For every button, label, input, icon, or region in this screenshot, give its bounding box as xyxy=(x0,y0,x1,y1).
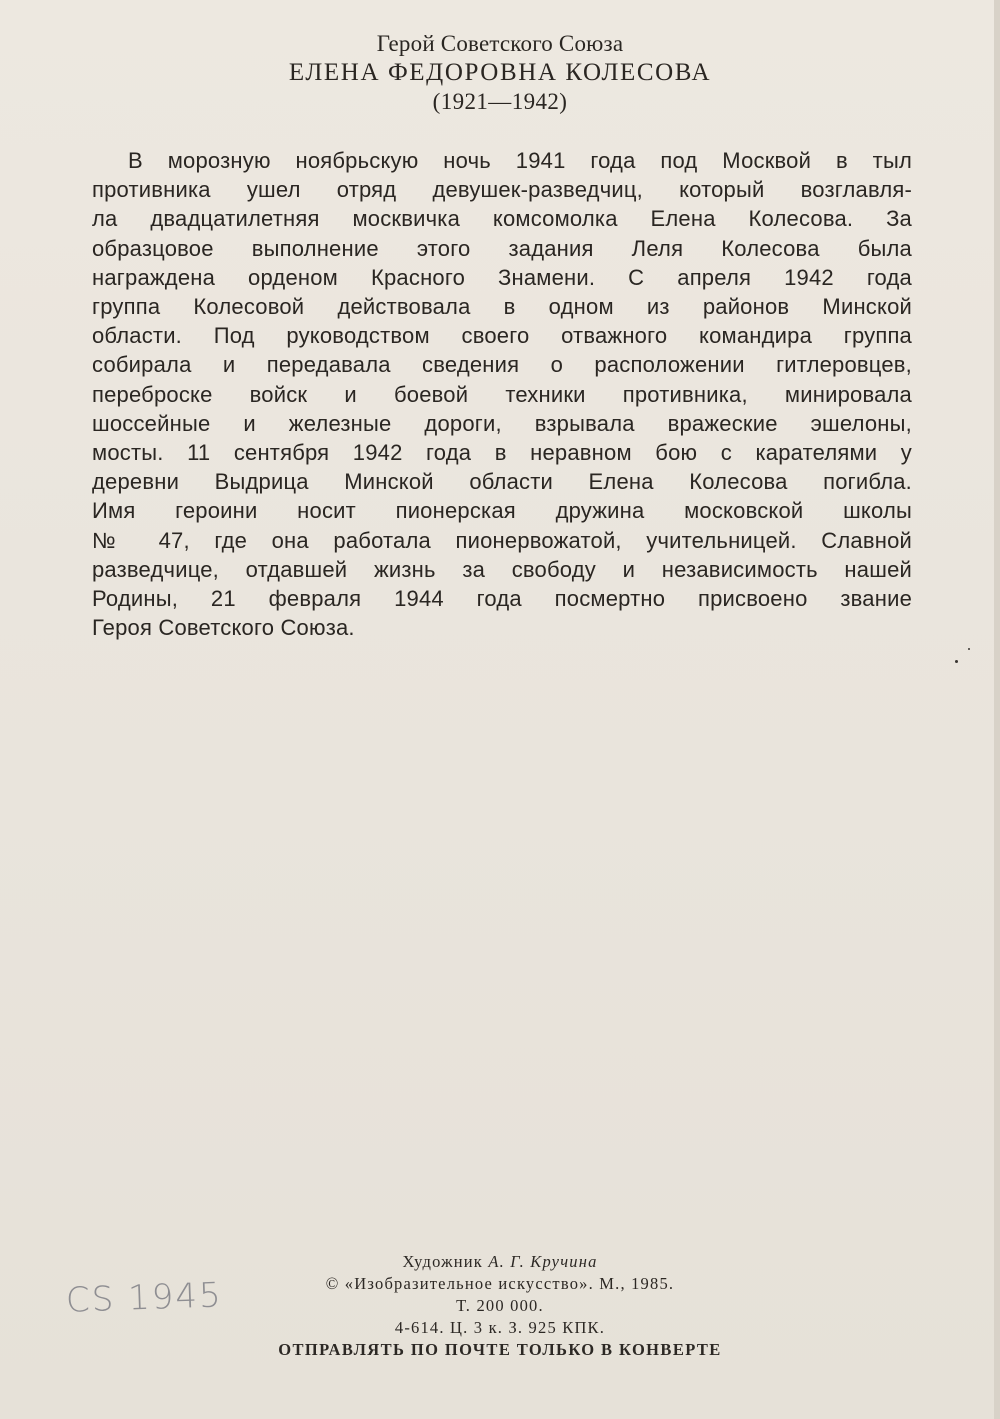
text-line: деревни Выдрица Минской области Елена Колесова погибла. xyxy=(92,469,912,495)
text-line: шоссейные и железные дороги, взрывала вражеские эшелоны, xyxy=(92,410,912,436)
text-line: противника ушел отряд девушек-разведчиц, который возглавля- xyxy=(92,177,912,203)
artist-label: Художник xyxy=(402,1252,484,1271)
card-edge xyxy=(994,0,1000,1419)
text-line: Имя героини носит пионерская дружина московской школы xyxy=(92,498,912,524)
text-line: группа Колесовой действовала в одном из районов Минской xyxy=(92,294,912,320)
mailing-note: ОТПРАВЛЯТЬ ПО ПОЧТЕ ТОЛЬКО В КОНВЕРТЕ xyxy=(278,1340,722,1359)
publisher-line: © «Изобразительное искусство». М., 1985. xyxy=(325,1274,675,1293)
artist-credit xyxy=(0,1251,1000,1273)
text-line: собирала и передавала сведения о расположении гитлеровцев, xyxy=(92,352,912,378)
archive-handwritten-mark: CS 1945 xyxy=(65,1275,224,1321)
text-line: мосты. 11 сентября 1942 года в неравном бою с карателями у xyxy=(92,440,912,466)
text-line: Родины, 21 февраля 1944 года посмертно присвоено звание xyxy=(92,586,912,612)
text-line: разведчице, отдавшей жизнь за свободу и независимость нашей xyxy=(92,556,912,582)
artist-name: А. Г. Кручина xyxy=(488,1252,598,1271)
imprint xyxy=(0,1251,1000,1361)
text-line: № 47, где она работала пионервожатой, учительницей. Славной xyxy=(92,527,912,553)
paper-speck xyxy=(968,648,970,650)
catalog-codes: 4-614. Ц. 3 к. З. 925 КПК. xyxy=(394,1318,606,1337)
header-subtitle: Герой Советского Союза xyxy=(376,31,624,56)
hero-years: (1921—1942) xyxy=(432,89,568,114)
paper-speck xyxy=(955,660,958,663)
biography-text xyxy=(92,146,912,642)
hero-name: ЕЛЕНА ФЕДОРОВНА КОЛЕСОВА xyxy=(288,59,712,86)
text-line: области. Под руководством своего отважного командира группа xyxy=(92,323,912,349)
text-line: ла двадцатилетняя москвичка комсомолка Елена Колесова. За xyxy=(92,206,912,232)
text-line: переброске войск и боевой техники противника, минировала xyxy=(92,381,912,407)
print-run: Т. 200 000. xyxy=(456,1296,544,1315)
header xyxy=(0,30,1000,116)
text-line: Героя Советского Союза. xyxy=(92,615,355,641)
text-line: награждена орденом Красного Знамени. С апреля 1942 года xyxy=(92,264,912,290)
text-line: образцовое выполнение этого задания Леля Колесова была xyxy=(92,235,912,261)
text-line: В морозную ноябрьскую ночь 1941 года под Москвой в тыл xyxy=(128,148,912,173)
